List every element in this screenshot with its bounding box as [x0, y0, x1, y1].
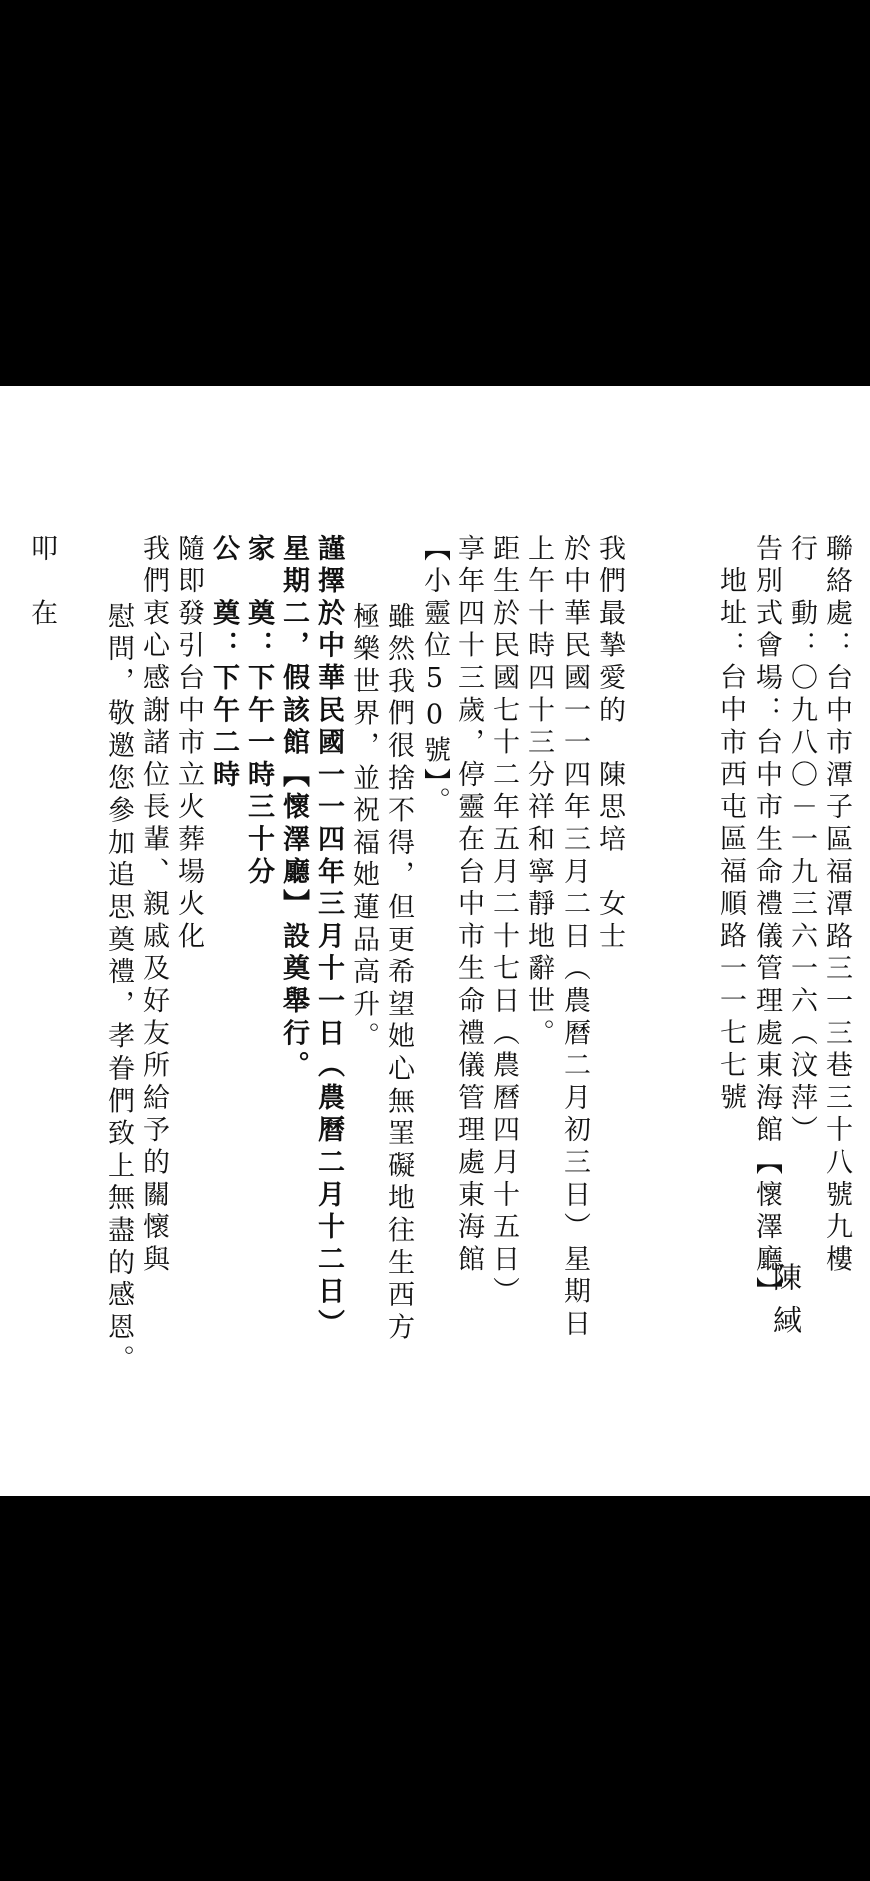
family-rite-time: 家 奠：下午一時三十分 — [243, 534, 274, 890]
closing-salutation: 叩 在 — [26, 534, 57, 631]
funeral-venue: 告別式會場：台中市生命禮儀管理處東海館【懷澤廳】 — [751, 534, 782, 1310]
body-line-8: 極樂世界，並祝福她蓮品高升。 — [348, 602, 379, 1055]
body-line-4: 距生於民國七十二年五月二十七日（農曆四月十五日） — [488, 534, 519, 1310]
public-rite-time: 公 奠：下午二時 — [208, 534, 239, 793]
body-line-2: 於中華民國一一四年三月二日（農曆二月初三日）星期日 — [559, 534, 590, 1342]
signature: 陳緎 — [769, 1262, 803, 1348]
body-line-15: 慰問，敬邀您參加追思奠禮，孝眷們致上無盡的感恩。 — [103, 602, 134, 1378]
obituary-letter — [0, 386, 870, 1496]
body-line-10: 星期二，假該館【懷澤廳】設奠舉行。 — [278, 534, 309, 1084]
venue-address: 地址：台中市西屯區福順路一一七七號 — [715, 566, 746, 1116]
body-line-7: 雖然我們很捨不得，但更希望她心無罣礙地往生西方 — [383, 602, 414, 1345]
body-line-3: 上午十時四十三分祥和寧靜地辭世。 — [523, 534, 554, 1051]
body-line-5: 享年四十三歲，停靈在台中市生命禮儀管理處東海館 — [453, 534, 484, 1277]
body-line-1: 我們最摯愛的 陳思培 女士 — [594, 534, 625, 954]
body-line-9: 謹擇於中華民國一一四年三月十一日（農曆二月十二日） — [313, 534, 344, 1342]
body-line-6: 【小靈位50號】。 — [419, 534, 450, 820]
body-line-14: 我們衷心感謝諸位長輩、親戚及好友所給予的關懷與 — [138, 534, 169, 1277]
mobile-phone: 行 動：〇九八〇－一九三六一六（汶萍） — [786, 534, 817, 1148]
contact-address: 聯絡處：台中市潭子區福潭路三一三巷三十八號九樓 — [821, 534, 852, 1277]
body-line-13: 隨即發引台中市立火葬場火化 — [173, 534, 204, 954]
